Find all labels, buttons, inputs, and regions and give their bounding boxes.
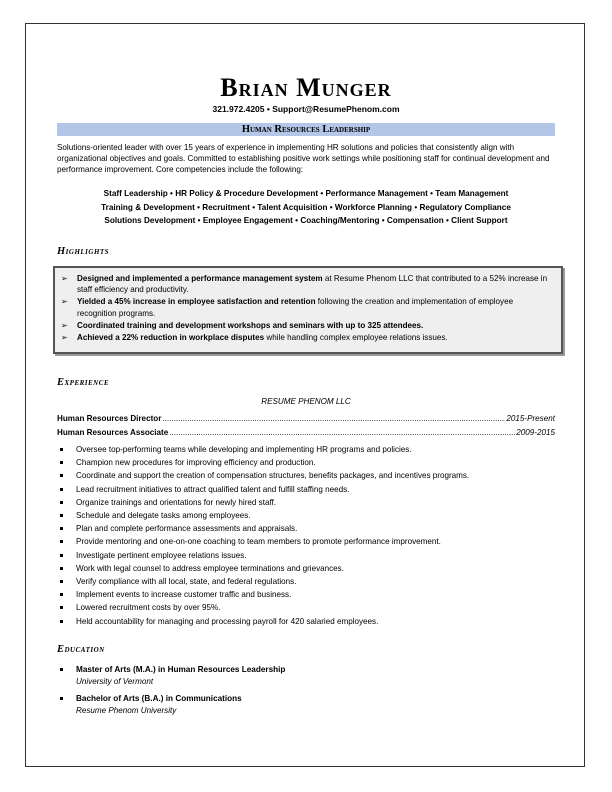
square-bullet-icon xyxy=(60,697,63,700)
summary-paragraph: Solutions-oriented leader with over 15 years of experience in implementing HR solutions and policies that consistently align with organizational objectives and goals. Committed to establishing positive work settings while positioning staff for continual development and performance improvement. Core competencies include the following: xyxy=(57,143,550,175)
duty-item: Schedule and delegate tasks among employees. xyxy=(57,509,557,522)
school-name: University of Vermont xyxy=(76,677,154,686)
highlights-list xyxy=(55,268,561,343)
contact-info: 321.972.4205 • Support@ResumePhenom.com xyxy=(212,104,400,114)
education-entry xyxy=(57,664,557,688)
highlight-item: ➢ Coordinated training and development workshops and seminars with up to 325 attendees. xyxy=(61,320,424,330)
job-dates: 2015-Present xyxy=(506,414,555,423)
experience-heading: Experience xyxy=(57,377,110,388)
duty-item: Champion new procedures for improving efficiency and production. xyxy=(57,456,557,469)
company-name: RESUME PHENOM LLC xyxy=(261,397,351,406)
arrow-bullet-icon: ➢ xyxy=(61,320,68,330)
role-banner: Human Resources Leadership xyxy=(57,123,555,136)
education-heading: Education xyxy=(57,644,105,655)
core-competencies xyxy=(57,187,555,228)
square-bullet-icon xyxy=(60,554,63,557)
competency-line: Solutions Development • Employee Engagement • Coaching/Mentoring • Compensation • Client Support xyxy=(104,216,508,225)
duty-item: Provide mentoring and one-on-one coaching to team members to promote performance improvement. xyxy=(57,535,557,548)
job-title: Human Resources Director xyxy=(57,414,162,423)
highlight-item: ➢ Yielded a 45% increase in employee satisfaction and retention following the creation and implementation of employee recognition programs. xyxy=(61,297,514,318)
candidate-name: Brian Munger xyxy=(220,73,392,102)
duties-list xyxy=(57,443,557,628)
duty-item: Verify compliance with all local, state, and federal regulations. xyxy=(57,575,557,588)
square-bullet-icon xyxy=(60,606,63,609)
square-bullet-icon xyxy=(60,540,63,543)
square-bullet-icon xyxy=(60,668,63,671)
duty-item: Plan and complete performance assessments and appraisals. xyxy=(57,522,557,535)
square-bullet-icon xyxy=(60,448,63,451)
highlights-heading: Highlights xyxy=(57,246,110,257)
arrow-bullet-icon: ➢ xyxy=(61,297,68,307)
job-title: Human Resources Associate xyxy=(57,428,169,437)
competency-line: Training & Development • Recruitment • Talent Acquisition • Workforce Planning • Regulatory Compliance xyxy=(101,202,511,212)
job-position xyxy=(57,414,555,423)
duty-item: Oversee top-performing teams while developing and implementing HR programs and policies. xyxy=(57,443,557,456)
degree-name: Bachelor of Arts (B.A.) in Communications xyxy=(57,693,557,705)
square-bullet-icon xyxy=(60,580,63,583)
degree-name: Master of Arts (M.A.) in Human Resources Leadership xyxy=(57,664,557,676)
duty-item: Investigate pertinent employee relations issues. xyxy=(57,549,557,562)
square-bullet-icon xyxy=(60,514,63,517)
square-bullet-icon xyxy=(60,501,63,504)
leader-dots xyxy=(162,414,505,423)
square-bullet-icon xyxy=(60,593,63,596)
duty-item: Organize trainings and orientations for newly hired staff. xyxy=(57,496,557,509)
duty-item: Lead recruitment initiatives to attract qualified talent and fulfill staffing needs. xyxy=(57,483,557,496)
square-bullet-icon xyxy=(60,474,63,477)
duty-item: Lowered recruitment costs by over 95%. xyxy=(57,601,557,614)
highlights-box xyxy=(53,266,563,354)
job-dates: 2009-2015 xyxy=(516,428,555,437)
square-bullet-icon xyxy=(60,488,63,491)
competency-line: Staff Leadership • HR Policy & Procedure Development • Performance Management • Team Management xyxy=(103,189,509,198)
duty-item: Implement events to increase customer traffic and business. xyxy=(57,588,557,601)
square-bullet-icon xyxy=(60,567,63,570)
duty-item: Held accountability for managing and processing payroll for 420 salaried employees. xyxy=(57,615,557,628)
school-name: Resume Phenom University xyxy=(76,706,177,715)
square-bullet-icon xyxy=(60,461,63,464)
highlight-item: ➢ Designed and implemented a performance management system at Resume Phenom LLC that contributed to a 52% increase in staff efficiency and productivity. xyxy=(61,274,548,295)
leader-dots xyxy=(169,428,515,437)
square-bullet-icon xyxy=(60,527,63,530)
education-entry xyxy=(57,693,557,717)
square-bullet-icon xyxy=(60,620,63,623)
job-position xyxy=(57,428,555,437)
duty-item: Work with legal counsel to address employee terminations and grievances. xyxy=(57,562,557,575)
arrow-bullet-icon: ➢ xyxy=(61,274,68,283)
highlight-item: ➢ Achieved a 22% reduction in workplace disputes while handling complex employee relations issues. xyxy=(61,332,448,342)
arrow-bullet-icon: ➢ xyxy=(61,332,68,342)
duty-item: Coordinate and support the creation of compensation structures, benefits packages, and incentives programs. xyxy=(57,469,557,482)
